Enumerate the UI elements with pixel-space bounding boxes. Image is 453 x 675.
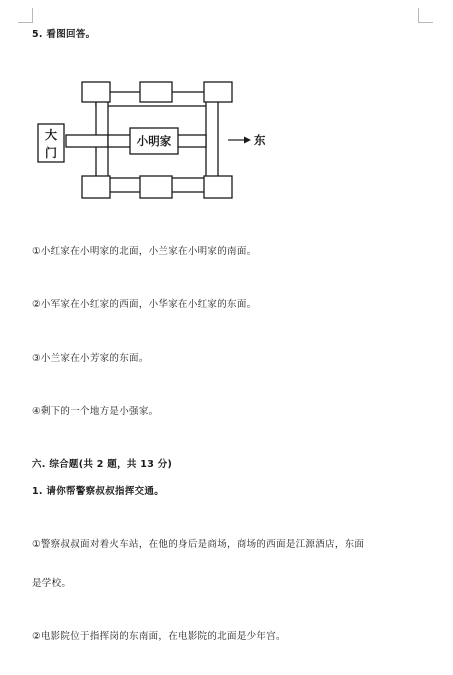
lot-south (140, 176, 172, 198)
lot-northeast (204, 82, 232, 102)
traffic-clue-1-line-2: 是学校。 (32, 578, 72, 589)
neighborhood-map-diagram (32, 78, 272, 204)
lot-southwest (82, 176, 110, 198)
clue-3: ③小兰家在小芳家的东面。 (32, 353, 149, 364)
traffic-clue-2: ②电影院位于指挥岗的东南面，在电影院的北面是少年宫。 (32, 631, 286, 642)
clue-2: ②小军家在小红家的西面，小华家在小红家的东面。 (32, 299, 257, 310)
east-label: 东 (254, 133, 266, 147)
margin-corner-right (418, 8, 433, 23)
gate-label-bottom: 门 (44, 146, 58, 160)
question-5-title: 5. 看图回答。 (32, 29, 96, 40)
east-arrow-head-icon (244, 137, 251, 144)
home-label: 小明家 (136, 134, 172, 148)
section-6-heading: 六. 综合题(共 2 题，共 13 分) (32, 459, 173, 470)
traffic-clue-1-line-1: ①警察叔叔面对着火车站，在他的身后是商场，商场的西面是江源酒店，东面 (32, 539, 365, 550)
clue-4: ④剩下的一个地方是小强家。 (32, 406, 159, 417)
gate-label-top: 大 (44, 128, 58, 142)
question-1-title: 1. 请你帮警察叔叔指挥交通。 (32, 486, 165, 497)
road-gate (66, 135, 108, 147)
lot-north (140, 82, 172, 102)
clue-1: ①小红家在小明家的北面，小兰家在小明家的南面。 (32, 246, 257, 257)
lot-northwest (82, 82, 110, 102)
lot-southeast (204, 176, 232, 198)
margin-corner-left (18, 8, 33, 23)
